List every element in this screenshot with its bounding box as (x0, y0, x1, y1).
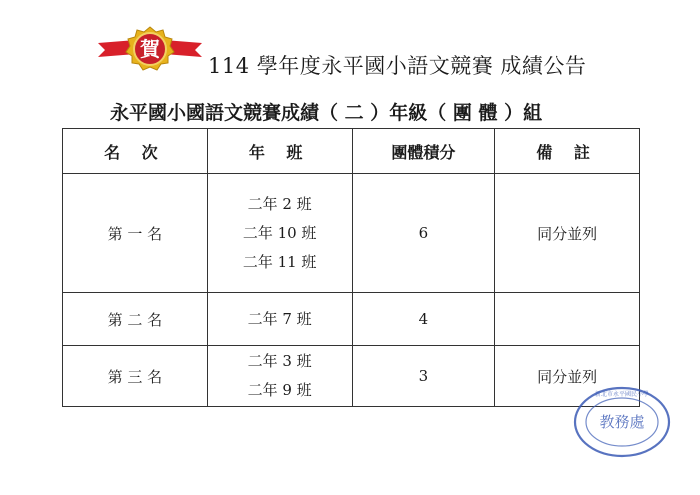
class-name: 二年 7 班 (247, 309, 312, 328)
class-name: 二年 9 班 (247, 381, 312, 399)
score-cell: 3 (352, 346, 495, 407)
stamp-ring-text: 新北市永平國民小學 (594, 391, 650, 398)
stamp-center-text: 教務處 (599, 413, 645, 431)
table-row (63, 293, 640, 346)
note-cell: 同分並列 (495, 174, 640, 293)
header-class: 年 班 (207, 129, 352, 174)
score-cell: 4 (352, 293, 495, 346)
class-name: 二年 3 班 (247, 352, 312, 370)
header-note: 備 註 (495, 129, 640, 174)
table-title: 永平國小國語文競賽成績（ 二 ）年級（ 團 體 ）組 (110, 102, 543, 124)
table-row (63, 346, 640, 407)
rank-cell: 第 二 名 (63, 293, 208, 346)
class-cell (207, 174, 352, 293)
table-row (63, 174, 640, 293)
class-name: 二年 11 班 (242, 252, 317, 271)
office-stamp (572, 384, 672, 460)
table-header-row (63, 129, 640, 174)
score-cell: 6 (352, 174, 495, 293)
class-cell (207, 293, 352, 346)
class-name: 二年 10 班 (242, 223, 317, 242)
class-cell (207, 346, 352, 407)
header-rank: 名 次 (63, 129, 208, 174)
class-name: 二年 2 班 (247, 194, 312, 213)
congratulations-badge (96, 26, 204, 72)
rank-cell: 第 三 名 (63, 346, 208, 407)
note-cell (495, 293, 640, 346)
header-score: 團體積分 (352, 129, 495, 174)
rank-cell: 第 一 名 (63, 174, 208, 293)
results-table (62, 128, 640, 407)
note-cell: 同分並列 (495, 346, 640, 407)
badge-character: 賀 (140, 37, 160, 61)
page-title: 114 學年度永平國小語文競賽 成績公告 (208, 54, 587, 78)
